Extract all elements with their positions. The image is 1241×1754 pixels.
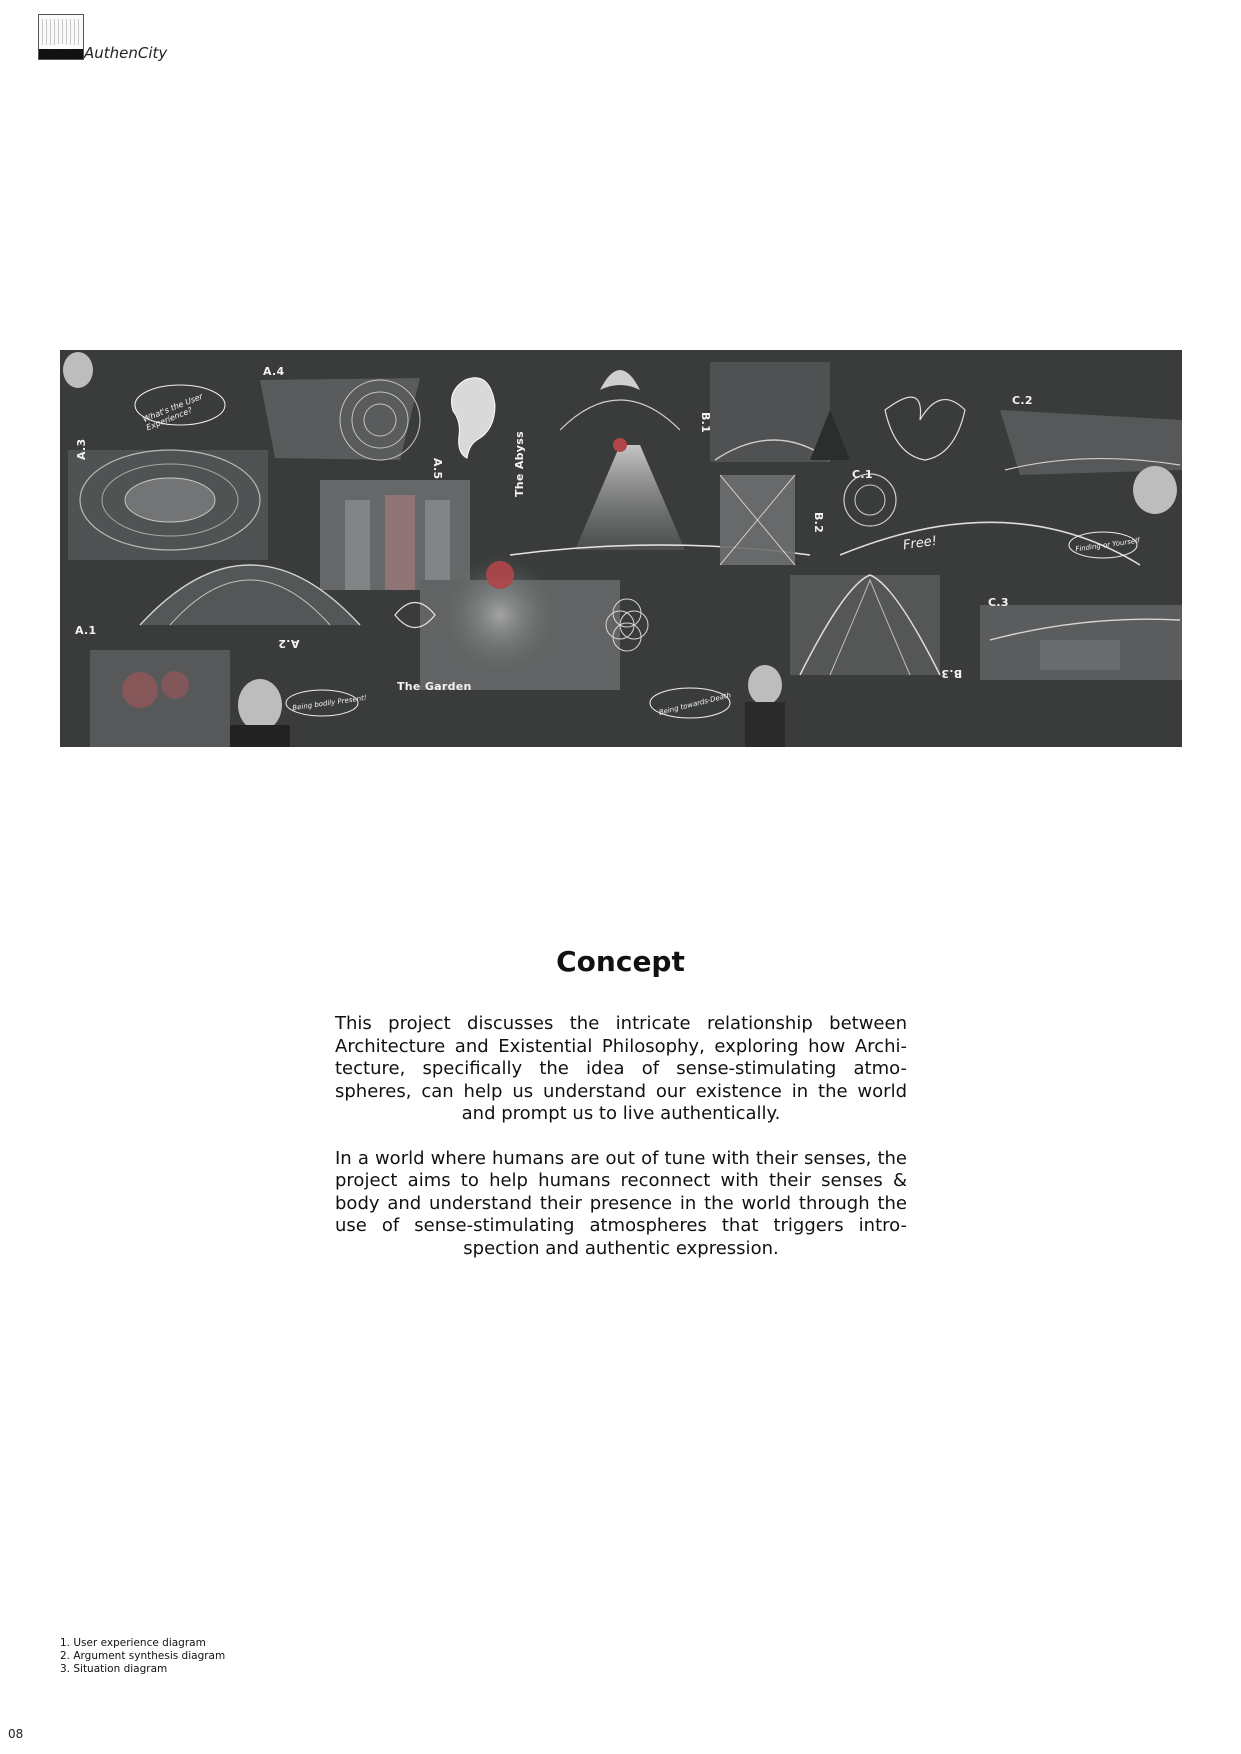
c2-room: [1000, 410, 1182, 475]
bubble-finding-self: Finding or Yourself: [1074, 536, 1141, 554]
label-abyss: The Abyss: [513, 431, 526, 497]
tunnel-scene: [68, 450, 268, 560]
a4-room: [260, 378, 420, 460]
authencity-logo-icon: [38, 14, 84, 60]
bubble-user-experience: What's the User Experience?: [141, 391, 205, 433]
eagle-figure: [885, 397, 965, 460]
figure-notes: [60, 1637, 225, 1676]
a5-corridor: [320, 480, 470, 590]
note-item: 3. Situation diagram: [60, 1663, 168, 1675]
concept-body: [335, 1013, 907, 1282]
concept-paragraph-2: In a world where humans are out of tune with their senses, the project aims to help humans reconnect with their senses & body and understand their presence in the world through the use of sense-stimulating atmospheres that triggers intro-spection and authentic expression.: [335, 1147, 907, 1259]
ear-figure: [452, 378, 496, 458]
label-b2: B.2: [812, 512, 825, 534]
label-b3: B.3: [941, 667, 963, 680]
label-a3: A.3: [75, 438, 88, 460]
label-c2: C.2: [1012, 394, 1033, 407]
concept-title: Concept: [556, 945, 685, 978]
note-item: 1. User experience diagram: [60, 1637, 206, 1649]
user-experience-collage: [60, 350, 1182, 747]
b3-road: [790, 575, 940, 675]
a1-a2-arches: [90, 565, 360, 747]
brand-name: AuthenCity: [84, 44, 168, 62]
bubble-free: Free!: [902, 533, 938, 554]
label-a2: A.2: [278, 637, 300, 650]
label-c1: C.1: [852, 468, 873, 481]
page-number: 08: [8, 1727, 24, 1741]
label-c3: C.3: [988, 596, 1009, 609]
label-b1: B.1: [699, 412, 712, 434]
concept-paragraph-1: This project discusses the intricate relationship between Architecture and Existential Philosophy, exploring how Archi-tecture, specifically the idea of sense-stimulating atmo-spheres, can help us understand our existence in the world and prompt us to live authentically.: [335, 1013, 907, 1124]
note-item: 2. Argument synthesis diagram: [60, 1650, 226, 1662]
b1-room: [710, 362, 850, 462]
label-a5: A.5: [431, 458, 444, 480]
collage-artwork: [60, 350, 1182, 747]
c3-corridor: [980, 605, 1182, 680]
label-garden: The Garden: [397, 680, 472, 693]
bubble-bodily-present: Being bodily Present!: [291, 693, 368, 713]
bubble-towards-death: Being towards-Death: [658, 691, 732, 717]
label-a4: A.4: [263, 365, 285, 378]
brand-logo: [38, 14, 168, 64]
label-a1: A.1: [75, 624, 97, 637]
